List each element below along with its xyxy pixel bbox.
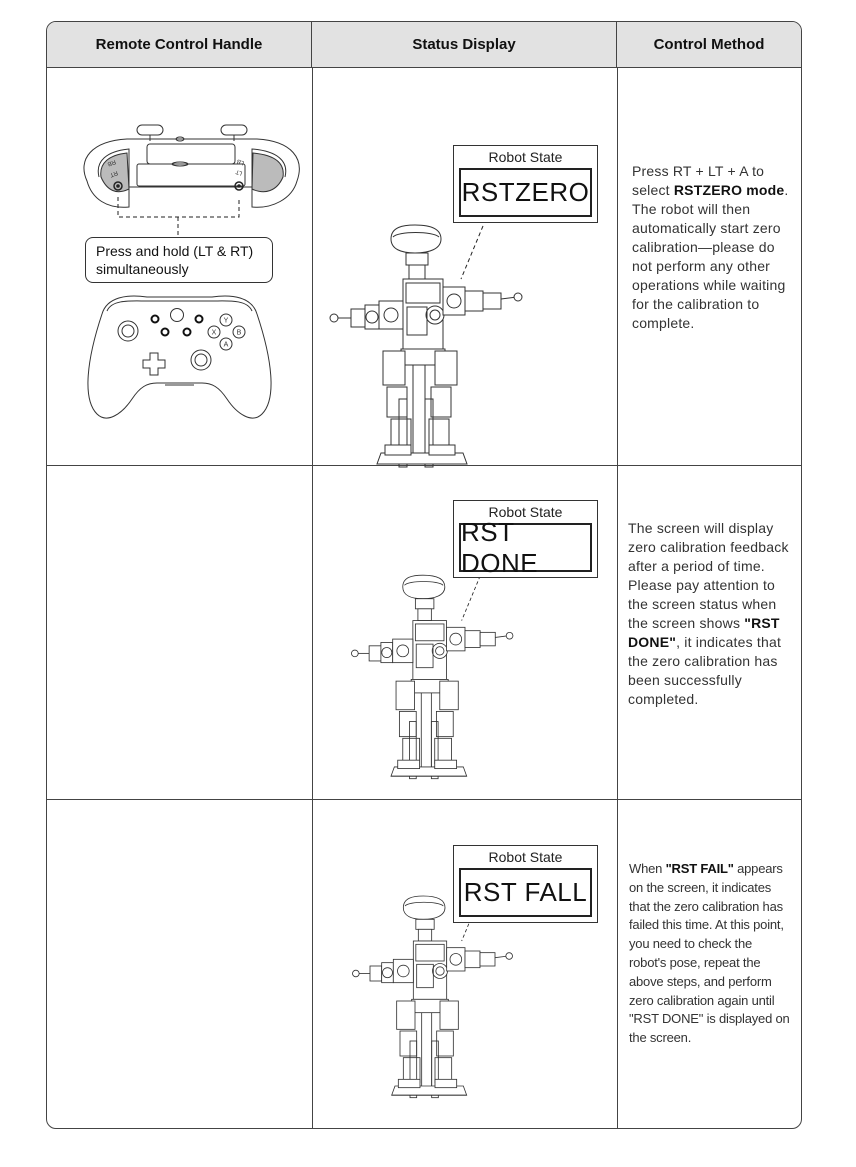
svg-text:A: A — [223, 341, 229, 349]
row-1-method-text: Press RT + LT + A to select RSTZERO mode. The robot will then automatically start zero calibration—please do not perform any other operations while waiting for the calibration to complete. — [632, 163, 789, 331]
robot-state-value: RST DONE — [461, 516, 539, 578]
row-2-status-cell — [313, 466, 617, 799]
header-control-method: Control Method — [617, 22, 801, 68]
row-3-method-text: When "RST FAIL" appears on the screen, it indicates that the zero calibration has failed this time. At this point, you need to check the robot's pose, repeat the above steps, and perform zero calibration again until "RST DONE" is displayed on the screen. — [629, 861, 790, 1046]
row-3-method-cell — [618, 800, 801, 1129]
row-3-status-cell — [313, 800, 617, 1129]
row-3-remote-cell — [47, 800, 312, 1129]
svg-text:Y: Y — [223, 317, 229, 325]
row-2-remote-cell — [47, 466, 312, 799]
instruction-table — [46, 21, 802, 1129]
robot-state-title: Robot State — [488, 149, 563, 165]
svg-text:RB: RB — [106, 158, 117, 167]
svg-text:B: B — [236, 329, 242, 337]
robot-state-display — [453, 845, 598, 923]
svg-text:X: X — [211, 329, 217, 337]
robot-illustration-icon — [313, 69, 617, 465]
svg-text:RT: RT — [108, 169, 119, 178]
press-hold-callout: Press and hold (LT & RT) simultaneously — [85, 237, 273, 283]
robot-state-display — [453, 500, 598, 578]
robot-illustration-icon — [313, 444, 617, 777]
robot-state-title: Robot State — [488, 504, 563, 520]
robot-state-value: RSTZERO — [461, 177, 590, 207]
header-remote-control-handle: Remote Control Handle — [47, 22, 312, 68]
row-2-method-cell — [618, 466, 801, 799]
row-1-status-cell — [313, 69, 617, 465]
row-1-remote-cell — [47, 69, 312, 465]
row-1-method-cell — [618, 69, 801, 465]
svg-text:LB: LB — [236, 157, 246, 166]
robot-state-display — [453, 145, 598, 223]
robot-illustration-icon — [313, 766, 617, 1096]
robot-state-value: RST FALL — [463, 877, 588, 907]
svg-text:LT: LT — [235, 167, 244, 176]
robot-state-title: Robot State — [488, 849, 563, 865]
header-status-display: Status Display — [312, 22, 617, 68]
row-2-method-text: The screen will display zero calibration feedback after a period of time. Please pay attention to the screen status when the screen shows "RST DONE", it indicates that the zero calibration has been successfully completed. — [628, 520, 789, 707]
